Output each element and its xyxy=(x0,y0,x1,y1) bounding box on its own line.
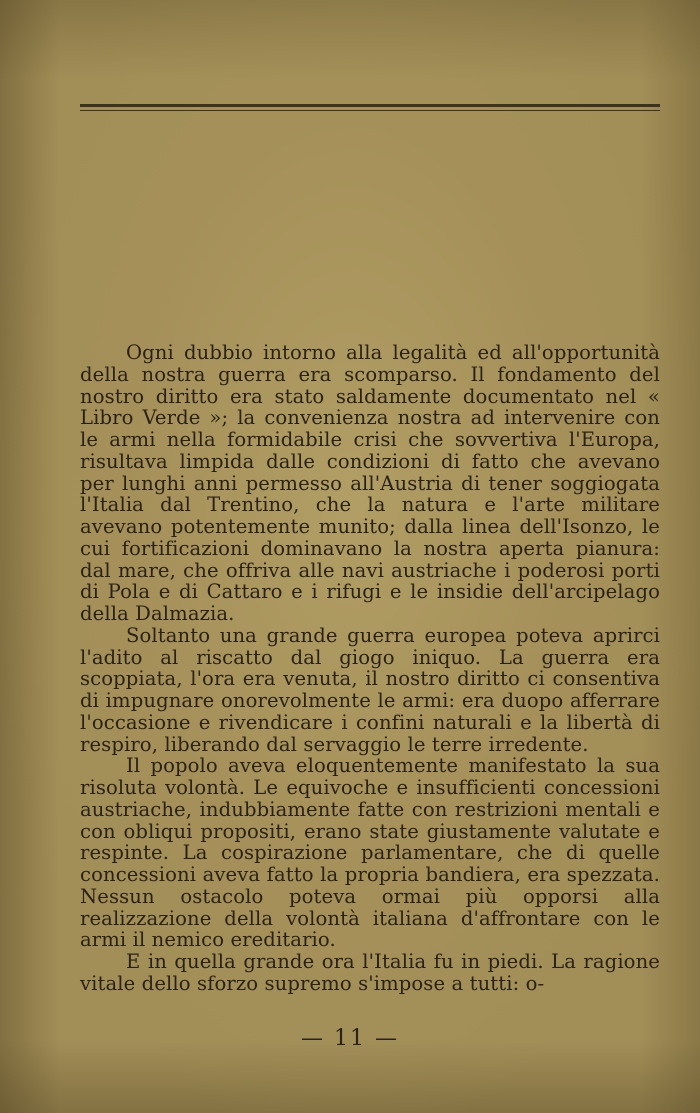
page-number: — 11 — xyxy=(301,1026,399,1051)
paragraph-2: Soltanto una grande guerra europea poteva aprirci l'adito al riscatto dal giogo iniquo. La guerra era scoppiata, l'ora era venuta, il nostro diritto ci consentiva di impugnare onorevolmente le armi: era duopo afferrare l'occasione e rivendicare i confini naturali e la libertà di respiro, liberando dal servaggio le terre irredente. xyxy=(80,623,660,756)
paragraph-4: E in quella grande ora l'Italia fu in piedi. La ragione vitale dello sforzo supremo s'impose a tutti: o- xyxy=(80,950,660,995)
paragraph-1: Ogni dubbio intorno alla legalità ed all'opportunità della nostra guerra era scomparso. Il fondamento del nostro diritto era stato saldamente documentato nel « Libro Verde »; la convenienza nostra ad intervenire con le armi nella formidabile crisi che sovvertiva l'Europa, risultava limpida dalle condizioni di fatto che avevano per lunghi anni permesso all'Austria di tener soggiogata l'Italia dal Trentino, che la natura e l'arte militare avevano potentemente munito; dalla linea dell'Isonzo, le cui fortificazioni dominavano la nostra aperta pianura: dal mare, che offriva alle navi austriache i poderosi porti di Pola e di Cattaro e i rifugi e le insidie dell'arcipelago della Dalmazia. xyxy=(80,341,660,625)
body-text xyxy=(80,342,660,995)
paragraph-3: Il popolo aveva eloquentemente manifestato la sua risoluta volontà. Le equivoche e insufficienti concessioni austriache, indubbiamente fatte con restrizioni mentali e con obliqui propositi, erano state giustamente valutate e respinte. La cospirazione parlamentare, che di quelle concessioni aveva fatto la propria bandiera, era spezzata. Nessun ostacolo poteva ormai più opporsi alla realizzazione della volontà italiana d'affrontare con le armi il nemico ereditario. xyxy=(80,754,660,952)
header-rule-thin xyxy=(80,110,660,111)
header-rule-thick xyxy=(80,104,660,107)
